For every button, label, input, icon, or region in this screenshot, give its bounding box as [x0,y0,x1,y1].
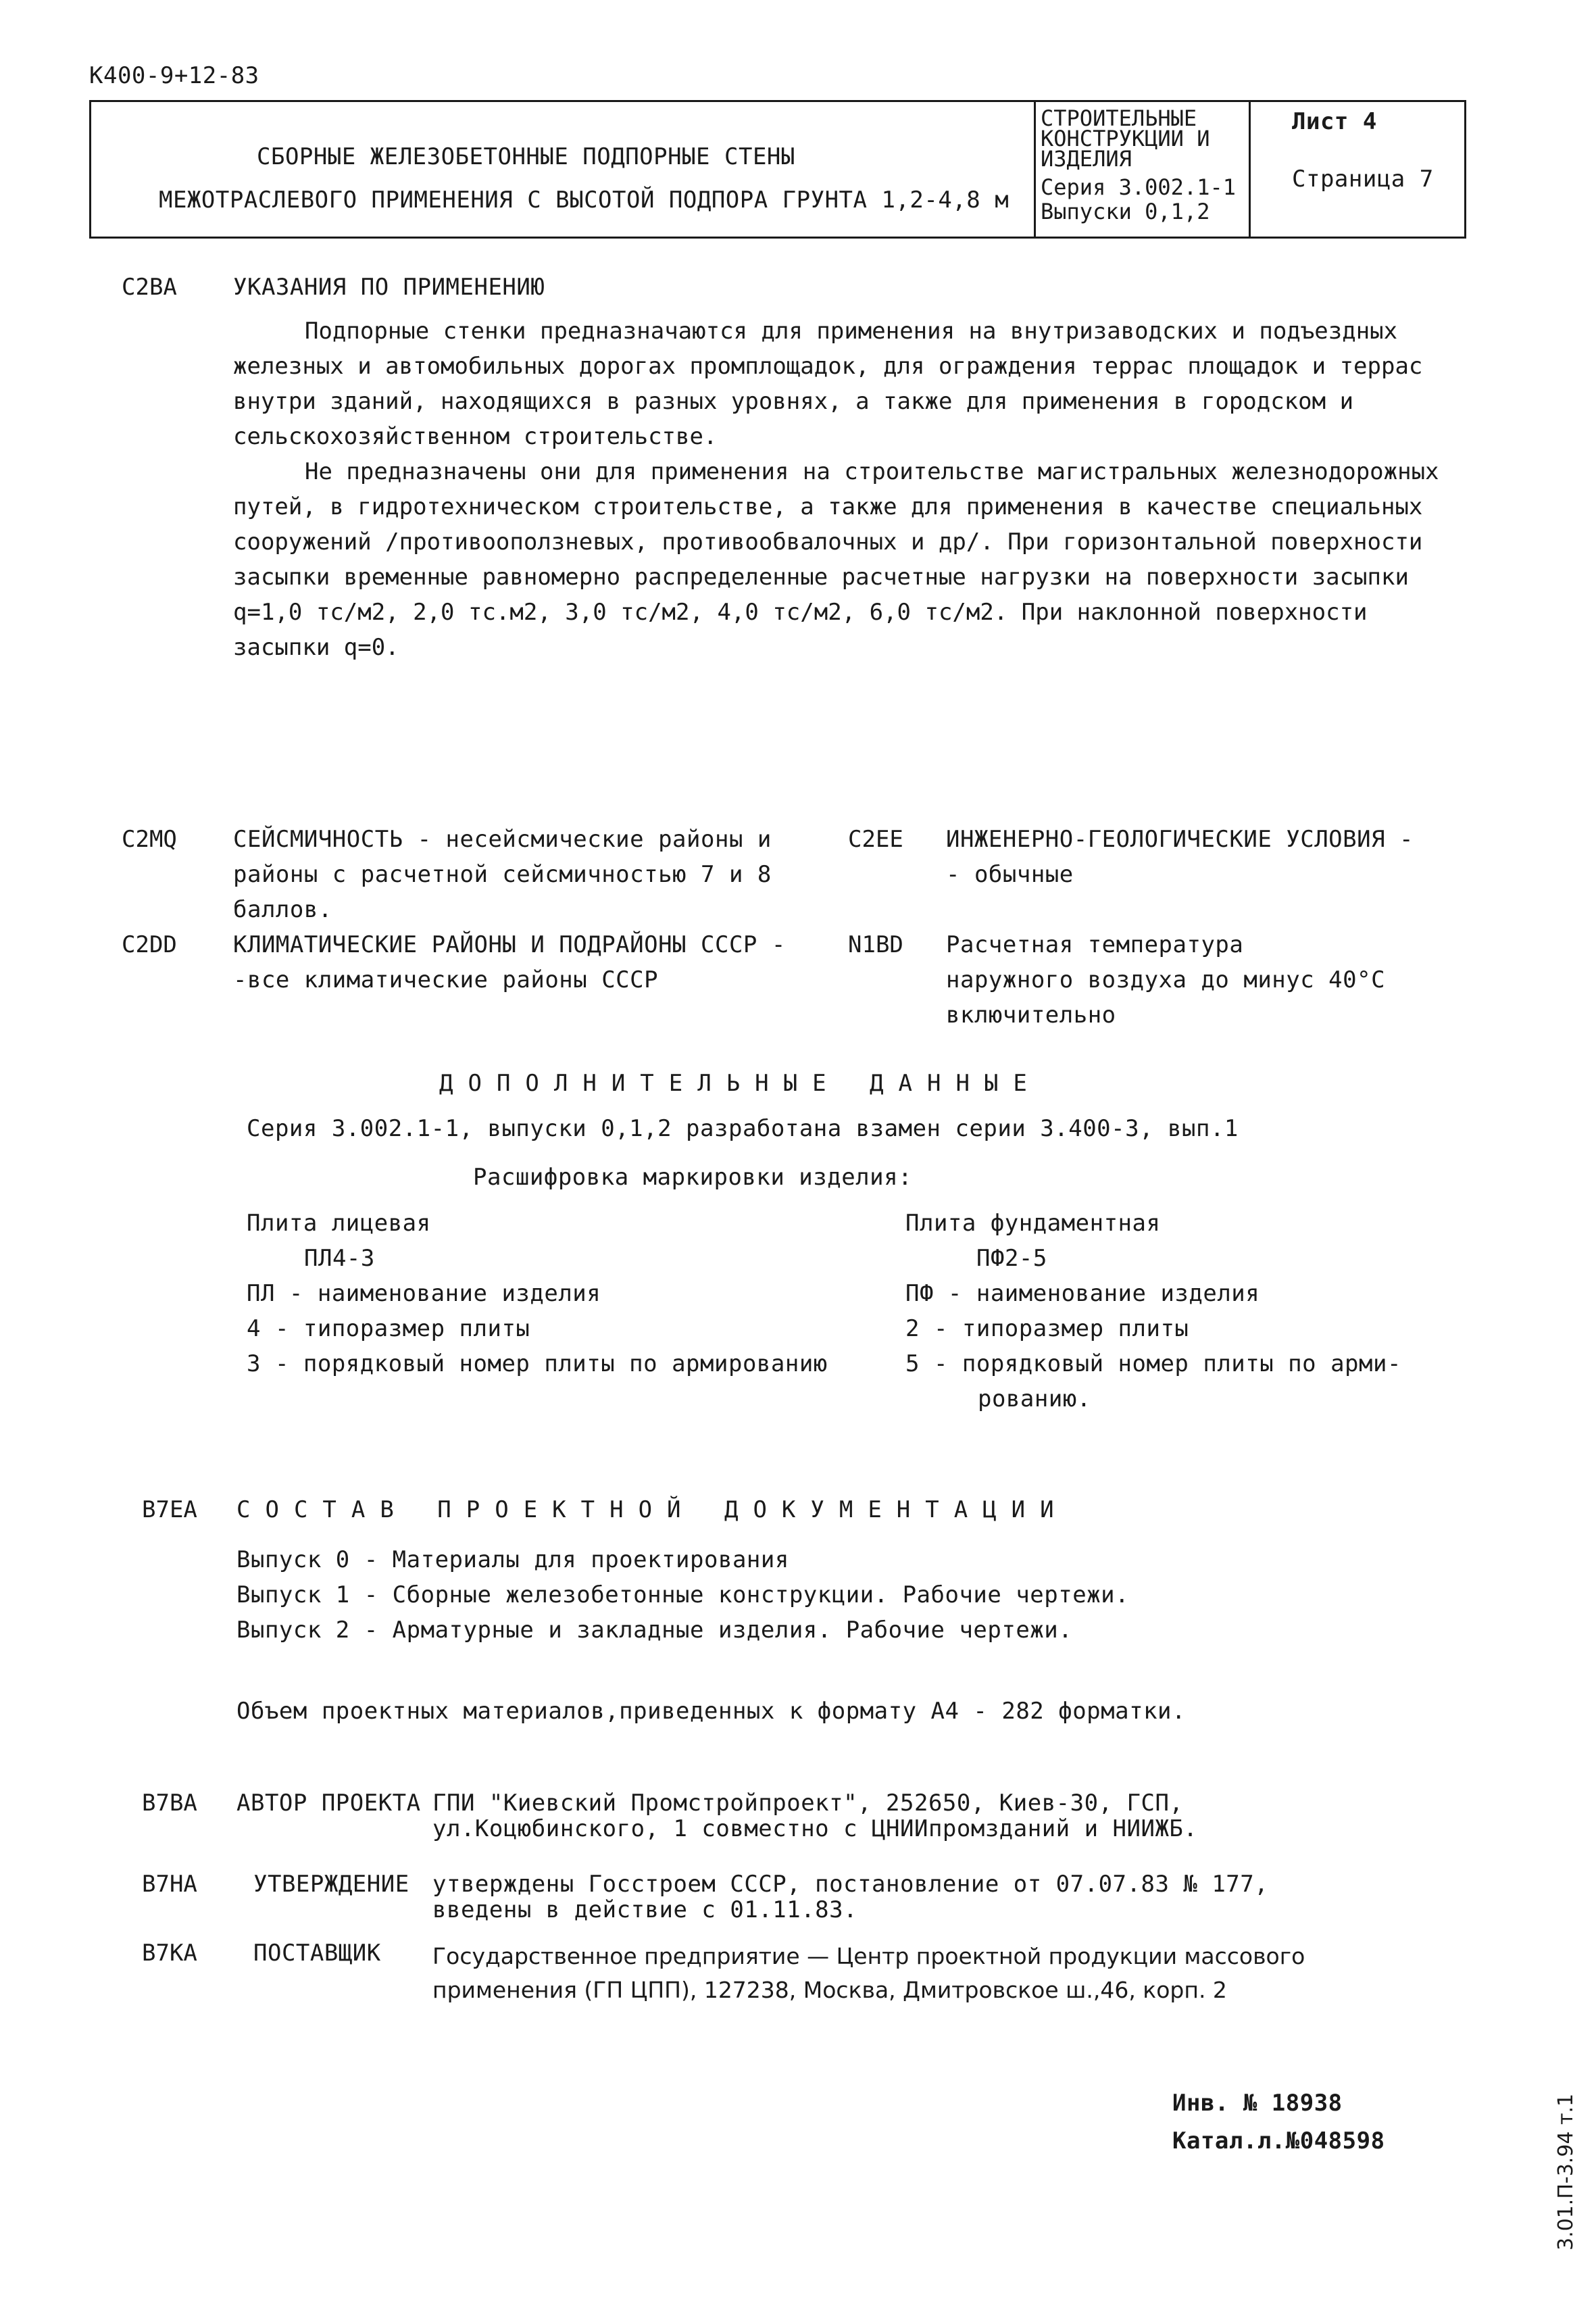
catalog-number: Катал.л.№048598 [1172,2127,1385,2155]
header-category-2: КОНСТРУКЦИИ И [1041,126,1210,151]
supplier-code: В7КА [142,1940,197,1967]
decoding-title: Расшифровка маркировки изделия: [473,1164,913,1191]
header-divider-2 [1249,100,1251,239]
header-issues: Выпуски 0,1,2 [1041,199,1210,224]
composition-heading: СОСТАВ ПРОЕКТНОЙ ДОКУМЕНТАЦИИ [236,1496,1069,1523]
header-category-1: СТРОИТЕЛЬНЫЕ [1041,105,1197,131]
supplier-line2: применения (ГП ЦПП), 127238, Москва, Дмитровское ш.,46, корп. 2 [432,1977,1227,2003]
approval-code: В7НА [142,1871,197,1898]
seismic-code: С2МQ [122,826,177,853]
temperature-line2: наружного воздуха до минус 40°С [946,966,1386,993]
decoding-right-row1: ПФ - наименование изделия [905,1280,1260,1307]
usage-heading: УКАЗАНИЯ ПО ПРИМЕНЕНИЮ [233,274,545,301]
decoding-left-row1: ПЛ - наименование изделия [247,1280,601,1307]
author-line1: ГПИ "Киевский Промстройпроект", 252650, Киев-30, ГСП, [432,1790,1184,1817]
inventory-number: Инв. № 18938 [1172,2090,1343,2117]
seismic-line1: СЕЙСМИЧНОСТЬ - несейсмические районы и [233,826,772,853]
decoding-right-title: Плита фундаментная [905,1210,1161,1237]
approval-line1: утверждены Госстроем СССР, постановление от 07.07.83 № 177, [432,1871,1269,1898]
header-top-line [89,100,1466,102]
additional-series-note: Серия 3.002.1-1, выпуски 0,1,2 разработана взамен серии 3.400-3, вып.1 [247,1115,1239,1142]
seismic-line3: баллов. [233,896,332,923]
author-line2: ул.Коцюбинского, 1 совместно с ЦНИИпромзданий и НИИЖБ. [432,1815,1198,1842]
seismic-line2: районы с расчетной сейсмичностью 7 и 8 [233,861,772,888]
header-title-line2: МЕЖОТРАСЛЕВОГО ПРИМЕНЕНИЯ С ВЫСОТОЙ ПОДПОРА ГРУНТА 1,2-4,8 м [159,187,1009,214]
decoding-left-row2: 4 - типоразмер плиты [247,1315,530,1342]
geo-line1: ИНЖЕНЕРНО-ГЕОЛОГИЧЕСКИЕ УСЛОВИЯ - [946,826,1414,853]
composition-issue2: Выпуск 2 - Арматурные и закладные изделия. Рабочие чертежи. [236,1617,1073,1644]
approval-line2: введены в действие с 01.11.83. [432,1896,858,1923]
decoding-left-mark: ПЛ4-3 [304,1245,375,1272]
composition-code: В7ЕА [142,1496,197,1523]
decoding-left-title: Плита лицевая [247,1210,431,1237]
composition-volume: Объем проектных материалов,приведенных к формату А4 - 282 форматки. [236,1698,1186,1725]
header-title-line1: СБОРНЫЕ ЖЕЛЕЗОБЕТОННЫЕ ПОДПОРНЫЕ СТЕНЫ [257,143,795,170]
additional-heading: ДОПОЛНИТЕЛЬНЫЕ ДАННЫЕ [439,1070,1042,1097]
decoding-left-row3: 3 - порядковый номер плиты по армированию [247,1350,828,1377]
temperature-line3: включительно [946,1002,1116,1029]
header-divider-1 [1034,100,1036,239]
temperature-line1: Расчетная температура [946,931,1244,958]
climate-line1: КЛИМАТИЧЕСКИЕ РАЙОНЫ И ПОДРАЙОНЫ СССР - [233,931,786,958]
usage-paragraph-2: Не предназначены они для применения на строительстве магистральных железнодорожных путей, в гидротехническом строительстве, а также для применения в качестве специальных сооружений /противооползневых, противообвалочных и др/. При горизонтальной поверхности засыпки временные равномерно распределенные расчетные нагрузки на поверхности засыпки q=1,0 тс/м2, 2,0 тс.м2, 3,0 тс/м2, 4,0 тс/м2, 6,0 тс/м2. При наклонной поверхности засыпки q=0. [233,458,1439,661]
header-right-line [1464,100,1466,239]
decoding-right-row2: 2 - типоразмер плиты [905,1315,1189,1342]
header-category-3: ИЗДЕЛИЯ [1041,146,1132,172]
approval-label: УТВЕРЖДЕНИЕ [253,1871,409,1898]
supplier-label: ПОСТАВЩИК [253,1940,381,1967]
usage-text [233,314,1476,665]
author-code: В7ВА [142,1790,197,1817]
composition-issue0: Выпуск 0 - Материалы для проектирования [236,1546,789,1573]
climate-line2: -все климатические районы СССР [233,966,659,993]
usage-paragraph-1: Подпорные стенки предназначаются для применения на внутризаводских и подъездных железных и автомобильных дорогах промплощадок, для ограждения террас площадок и террас внутри зданий, находящихся в разных уровнях, а также для применения в городском и сельскохозяйственном строительстве. [233,318,1423,450]
decoding-right-row3: 5 - порядковый номер плиты по арми- [905,1350,1401,1377]
header-sheet: Лист 4 [1292,108,1377,135]
document-code: К400-9+12-83 [89,62,259,89]
composition-issue1: Выпуск 1 - Сборные железобетонные конструкции. Рабочие чертежи. [236,1581,1130,1608]
geo-line2: - обычные [946,861,1074,888]
header-left-line [89,100,91,239]
decoding-right-mark: ПФ2-5 [976,1245,1047,1272]
author-label: АВТОР ПРОЕКТА [236,1790,421,1817]
usage-code: С2ВА [122,274,177,301]
vertical-code: 3.01.П-3.94 т.1 [1554,2093,1578,2250]
supplier-line1: Государственное предприятие — Центр проектной продукции массового [432,1943,1305,1969]
decoding-right-row4: рованию. [978,1385,1091,1412]
header-series: Серия 3.002.1-1 [1041,174,1236,200]
header-page: Страница 7 [1292,166,1434,193]
temperature-code: N1BD [848,931,903,958]
header-bottom-line [89,237,1466,239]
geo-code: С2ЕЕ [848,826,903,853]
climate-code: С2DD [122,931,177,958]
